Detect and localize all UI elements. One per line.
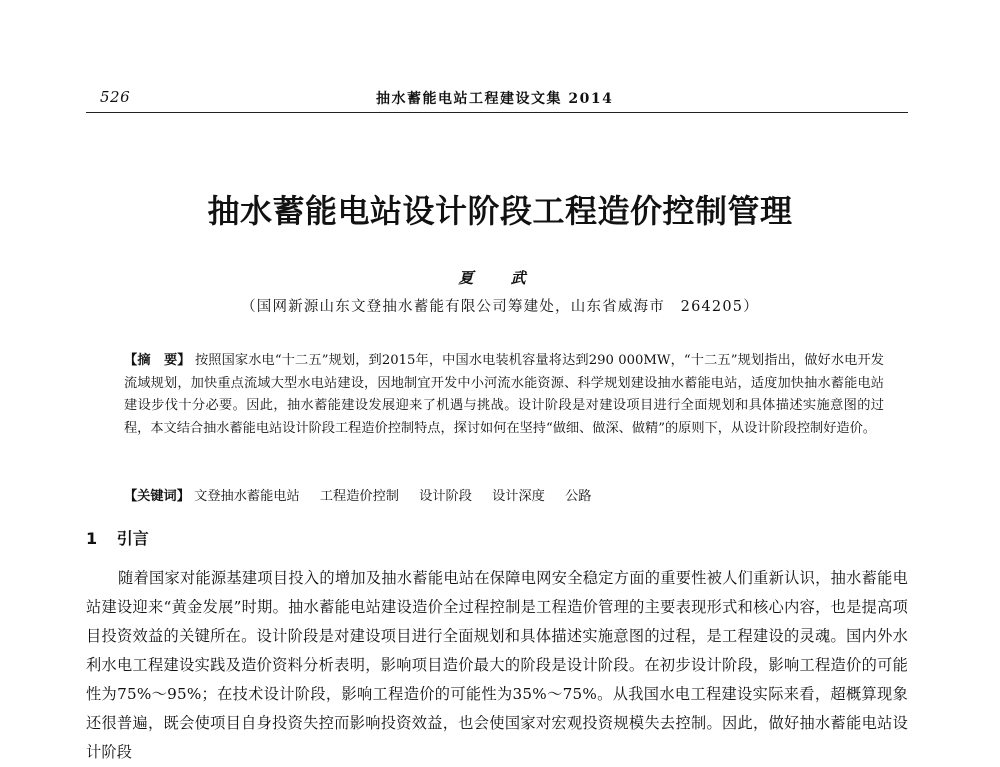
section-title: 引言 xyxy=(116,529,149,548)
body-paragraph: 随着国家对能源基建项目投入的增加及抽水蓄能电站在保障电网安全稳定方面的重要性被人们重新认识，抽水蓄能电站建设迎来“黄金发展”时期。抽水蓄能电站建设造价全过程控制是工程造价管理的主要表现形式和核心内容，也是提高项目投资效益的关键所在。设计阶段是对建设项目进行全面规划和具体描述实施意图的过程，是工程建设的灵魂。国内外水利水电工程建设实践及造价资料分析表明，影响项目造价最大的阶段是设计阶段。在初步设计阶段，影响工程造价的可能性为75%～95%；在技术设计阶段，影响工程造价的可能性为35%～75%。从我国水电工程建设实际来看，超概算现象还很普遍，既会使项目自身投资失控而影响投资效益，也会使国家对宏观投资规模失去控制。因此，做好抽水蓄能电站设计阶段 xyxy=(86,569,908,761)
keyword-item: 公路 xyxy=(565,489,592,504)
paper-title: 抽水蓄能电站设计阶段工程造价控制管理 xyxy=(207,192,793,230)
abstract-label: 【摘 要】 xyxy=(124,353,191,368)
running-head xyxy=(86,86,906,110)
header-rule xyxy=(86,112,908,113)
section-number: 1 xyxy=(86,529,98,548)
abstract-text: 按照国家水电“十二五”规划，到2015年，中国水电装机容量将达到290 000MW，“十二五”规划指出，做好水电开发流域规划，加快重点流域大型水电站建设，因地制宜开发中小河流水能资源、科学规划建设抽水蓄能电站，适度加快抽水蓄能电站建设步伐十分必要。因此，抽水蓄能建设发展迎来了机遇与挑战。设计阶段是对建设项目进行全面规划和具体描述实施意图的过程，本文结合抽水蓄能电站设计阶段工程造价控制特点，探讨如何在坚持“做细、做深、做精”的原则下，从设计阶段控制好造价。 xyxy=(124,353,884,436)
keywords xyxy=(124,486,884,508)
keyword-item: 工程造价控制 xyxy=(319,489,399,504)
keywords-label: 【关键词】 xyxy=(124,489,190,504)
abstract xyxy=(124,350,884,440)
author-name: 夏 武 xyxy=(458,269,542,287)
section-heading xyxy=(86,526,149,549)
page-number: 526 xyxy=(100,88,131,106)
journal-title: 抽水蓄能电站工程建设文集 2014 xyxy=(376,91,614,107)
keyword-item: 文登抽水蓄能电站 xyxy=(194,489,300,504)
author-affiliation: （国网新源山东文登抽水蓄能有限公司筹建处，山东省威海市 264205） xyxy=(241,299,759,315)
keyword-item: 设计阶段 xyxy=(419,489,472,504)
keyword-item: 设计深度 xyxy=(492,489,545,504)
